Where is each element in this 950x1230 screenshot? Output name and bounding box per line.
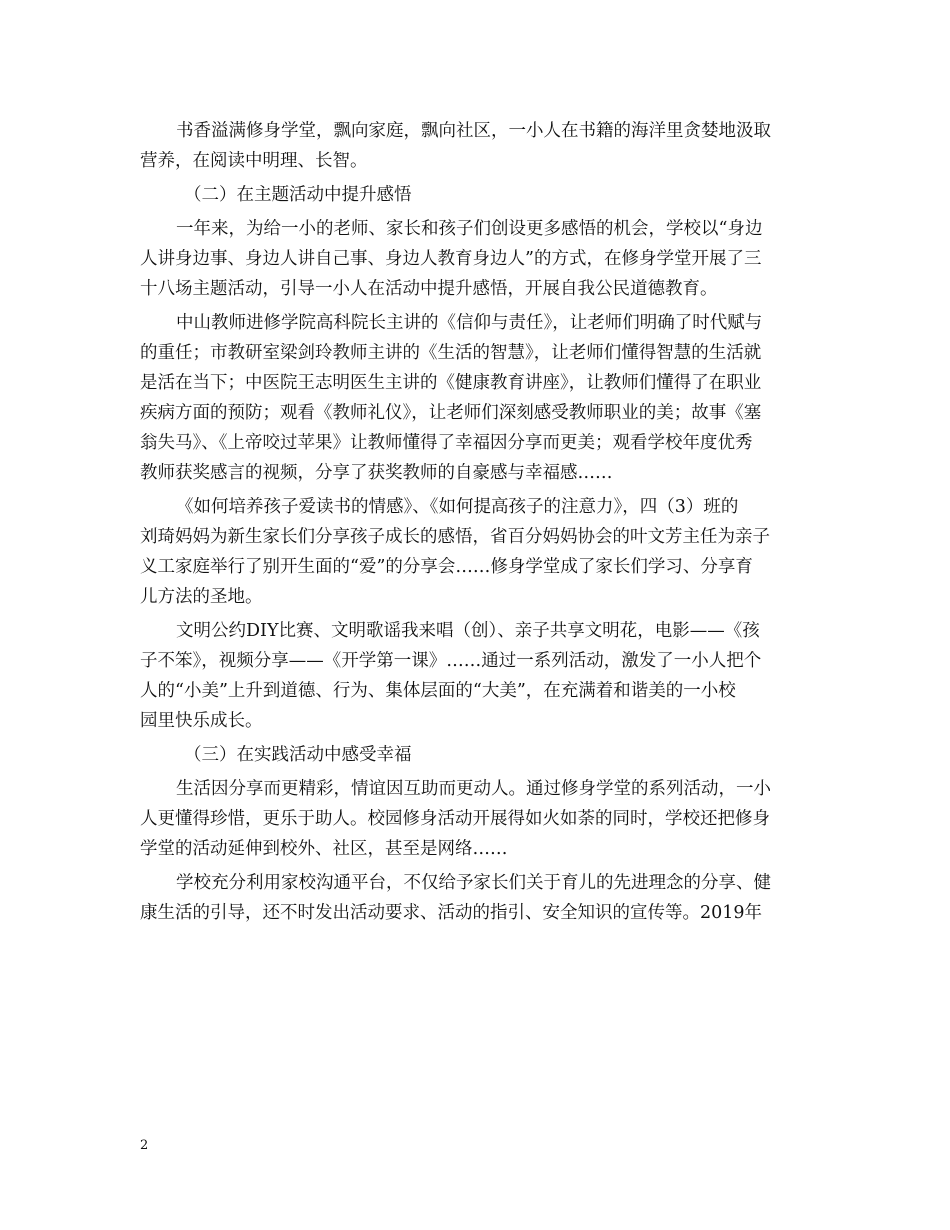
text-line: 教师获奖感言的视频，分享了获奖教师的自豪感与幸福感……	[140, 463, 613, 483]
text-line: 营养，在阅读中明理、长智。	[140, 151, 368, 171]
text-line: 一年来，为给一小的老师、家长和孩子们创设更多感悟的机会，学校以“身边	[176, 219, 763, 239]
paragraph	[140, 616, 820, 736]
paragraph	[140, 868, 820, 928]
text-line: 学堂的活动延伸到校外、社区，甚至是网络……	[140, 839, 508, 859]
paragraph	[140, 774, 820, 864]
paragraph	[140, 116, 820, 176]
paragraph	[140, 308, 820, 488]
section-heading-text: （三）在实践活动中感受幸福	[184, 745, 412, 765]
text-line: 学校充分利用家校沟通平台，不仅给予家长们关于育儿的先进理念的分享、健	[176, 873, 771, 893]
section-heading	[140, 180, 820, 210]
text-line: 刘琦妈妈为新生家长们分享孩子成长的感悟，省百分妈妈协会的叶文芳主任为亲子	[140, 527, 770, 547]
text-line: 《如何培养孩子爱读书的情感》、《如何提高孩子的注意力》，四（3）班的	[176, 497, 739, 517]
section-heading-text: （二）在主题活动中提升感悟	[184, 185, 412, 205]
text-line: 十八场主题活动，引导一小人在活动中提升感悟，开展自我公民道德教育。	[140, 279, 718, 299]
paragraph	[140, 492, 820, 612]
document-body	[140, 116, 820, 928]
text-line: 翁失马》、《上帝咬过苹果》让教师懂得了幸福因分享而更美；观看学校年度优秀	[140, 433, 753, 453]
page-number: 2	[140, 1138, 149, 1153]
paragraph	[140, 214, 820, 304]
text-line: 人讲身边事、身边人讲自己事、身边人教育身边人”的方式，在修身学堂开展了三	[140, 249, 762, 269]
text-line: 文明公约DIY比赛、文明歌谣我来唱（创）、亲子共享文明花，电影——《孩	[176, 621, 760, 641]
text-line: 疾病方面的预防；观看《教师礼仪》，让老师们深刻感受教师职业的美；故事《塞	[140, 403, 762, 423]
text-line: 生活因分享而更精彩，情谊因互助而更动人。通过修身学堂的系列活动，一小	[176, 779, 771, 799]
text-line: 人更懂得珍惜，更乐于助人。校园修身活动开展得如火如荼的同时，学校还把修身	[140, 809, 770, 829]
text-line: 康生活的引导，还不时发出活动要求、活动的指引、安全知识的宣传等。2019年	[140, 903, 763, 923]
section-heading	[140, 740, 820, 770]
text-line: 园里快乐成长。	[140, 711, 263, 731]
text-line: 人的“小美”上升到道德、行为、集体层面的“大美”，在充满着和谐美的一小校	[140, 681, 736, 701]
text-line: 的重任；市教研室梁剑玲教师主讲的《生活的智慧》，让老师们懂得智慧的生活就	[140, 343, 762, 363]
text-line: 中山教师进修学院高科院长主讲的《信仰与责任》，让老师们明确了时代赋与	[176, 313, 763, 333]
text-line: 义工家庭举行了别开生面的“爱”的分享会……修身学堂成了家长们学习、分享育	[140, 557, 753, 577]
text-line: 子不笨》，视频分享——《开学第一课》……通过一系列活动，激发了一小人把个	[140, 651, 762, 671]
text-line: 儿方法的圣地。	[140, 587, 263, 607]
text-line: 是活在当下；中医院王志明医生主讲的《健康教育讲座》，让教师们懂得了在职业	[140, 373, 762, 393]
text-line: 书香溢满修身学堂，飘向家庭，飘向社区，一小人在书籍的海洋里贪婪地汲取	[176, 121, 771, 141]
